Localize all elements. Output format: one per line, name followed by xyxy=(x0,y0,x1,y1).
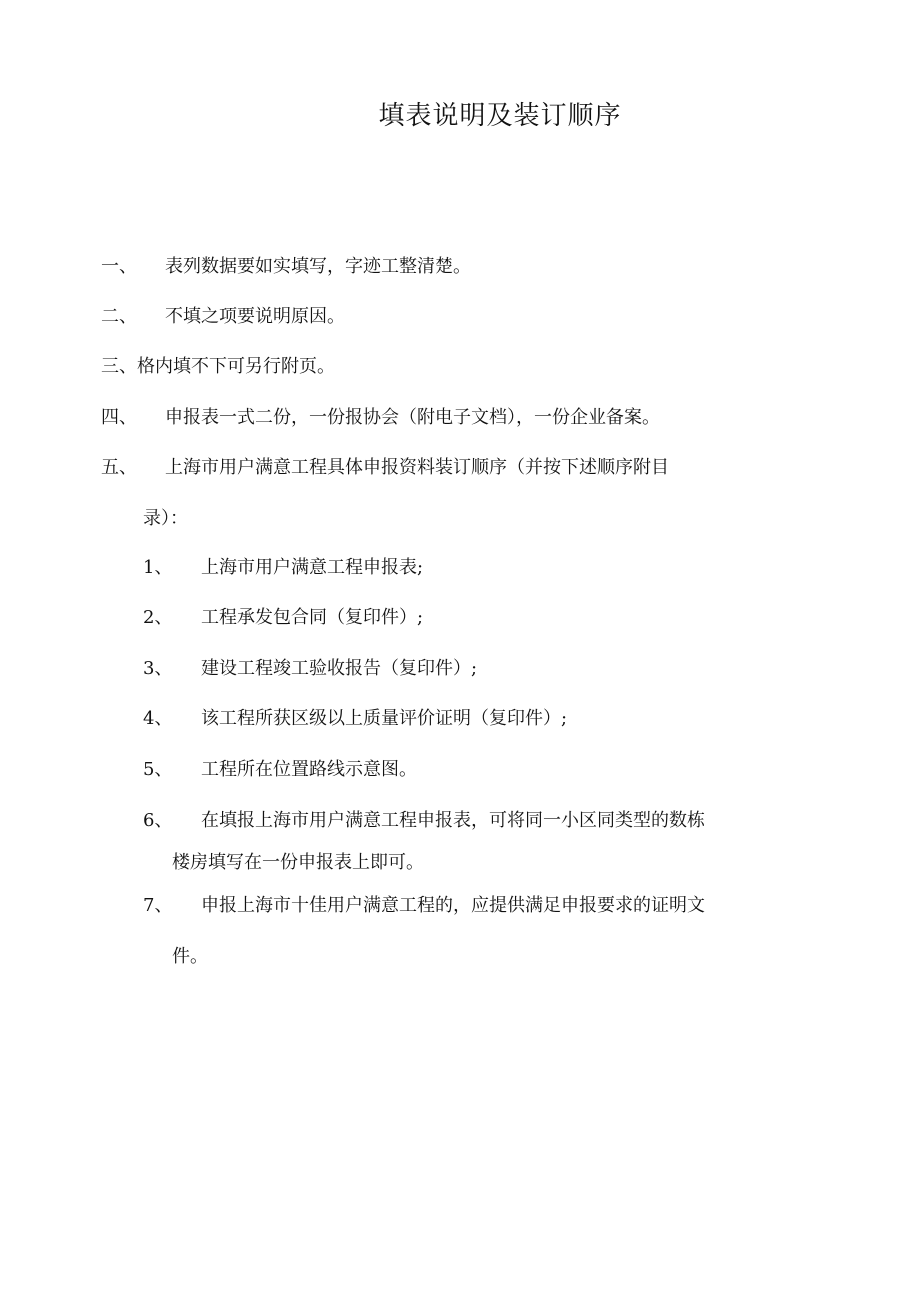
item-text: 件。 xyxy=(172,946,208,967)
item-number: 6、 xyxy=(143,810,173,831)
section-number: 四、 xyxy=(101,407,137,428)
section-number: 二、 xyxy=(101,306,137,327)
section-text: 不填之项要说明原因。 xyxy=(165,306,345,327)
section-number: 五、 xyxy=(101,457,137,478)
section-text: 申报表一式二份，一份报协会（附电子文档），一份企业备案。 xyxy=(165,407,660,428)
section-text: 表列数据要如实填写，字迹工整清楚。 xyxy=(165,256,471,277)
item-number: 2、 xyxy=(143,607,173,628)
item-number: 3、 xyxy=(143,658,173,679)
section-text: 上海市用户满意工程具体申报资料装订顺序（并按下述顺序附目 xyxy=(165,457,669,478)
section-text: 录）： xyxy=(143,508,188,529)
page-title: 填表说明及装订顺序 xyxy=(378,101,622,131)
item-number: 4、 xyxy=(143,708,173,729)
item-text: 申报上海市十佳用户满意工程的，应提供满足申报要求的证明文 xyxy=(201,895,705,916)
item-text: 在填报上海市用户满意工程申报表，可将同一小区同类型的数栋 xyxy=(201,810,705,831)
section-number: 一、 xyxy=(101,256,137,277)
item-number: 5、 xyxy=(143,759,173,780)
item-number: 1、 xyxy=(143,557,173,578)
section-text: 三、格内填不下可另行附页。 xyxy=(101,356,335,377)
item-text: 工程所在位置路线示意图。 xyxy=(201,759,417,780)
item-text: 楼房填写在一份申报表上即可。 xyxy=(172,852,424,873)
item-text: 上海市用户满意工程申报表; xyxy=(201,557,424,578)
item-text: 工程承发包合同（复印件）; xyxy=(201,607,424,628)
item-text: 该工程所获区级以上质量评价证明（复印件）; xyxy=(201,708,568,729)
item-number: 7、 xyxy=(143,895,173,916)
item-text: 建设工程竣工验收报告（复印件）; xyxy=(201,658,478,679)
